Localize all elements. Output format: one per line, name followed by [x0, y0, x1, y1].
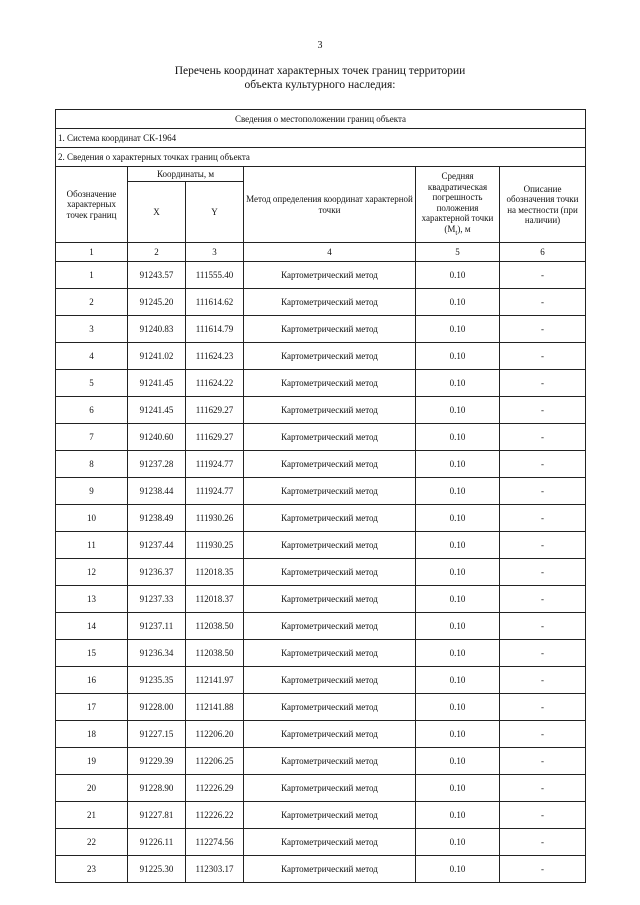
description-cell: - [500, 532, 586, 559]
error-cell: 0.10 [416, 451, 500, 478]
method-cell: Картометрический метод [244, 424, 416, 451]
y-coordinate-cell: 111930.25 [186, 532, 244, 559]
x-coordinate-cell: 91245.20 [128, 289, 186, 316]
x-coordinate-cell: 91241.45 [128, 397, 186, 424]
method-cell: Картометрический метод [244, 478, 416, 505]
point-number-cell: 10 [56, 505, 128, 532]
table-row [56, 613, 586, 640]
col-header-error: Средняя квадратическая погрешность положения характерной точки $(M_t)$, м [416, 167, 500, 243]
x-coordinate-cell: 91238.44 [128, 478, 186, 505]
point-number-cell: 12 [56, 559, 128, 586]
point-number-cell: 1 [56, 262, 128, 289]
col-header-point: Обозначение характерных точек границ [56, 167, 128, 243]
x-coordinate-cell: 91241.45 [128, 370, 186, 397]
x-coordinate-cell: 91235.35 [128, 667, 186, 694]
point-number-cell: 2 [56, 289, 128, 316]
y-coordinate-cell: 112303.17 [186, 856, 244, 883]
point-number-cell: 16 [56, 667, 128, 694]
x-coordinate-cell: 91240.60 [128, 424, 186, 451]
method-cell: Картометрический метод [244, 667, 416, 694]
x-coordinate-cell: 91237.33 [128, 586, 186, 613]
error-cell: 0.10 [416, 370, 500, 397]
x-coordinate-cell: 91229.39 [128, 748, 186, 775]
x-coordinate-cell: 91241.02 [128, 343, 186, 370]
y-coordinate-cell: 111614.79 [186, 316, 244, 343]
error-cell: 0.10 [416, 586, 500, 613]
col-number: 1 [56, 243, 128, 262]
x-coordinate-cell: 91237.28 [128, 451, 186, 478]
table-row [56, 262, 586, 289]
description-cell: - [500, 289, 586, 316]
point-number-cell: 19 [56, 748, 128, 775]
y-coordinate-cell: 112141.97 [186, 667, 244, 694]
error-cell: 0.10 [416, 397, 500, 424]
col-header-method: Метод определения координат характерной точки [244, 167, 416, 243]
table-row [56, 667, 586, 694]
error-cell: 0.10 [416, 667, 500, 694]
description-cell: - [500, 829, 586, 856]
y-coordinate-cell: 111614.62 [186, 289, 244, 316]
point-number-cell: 22 [56, 829, 128, 856]
x-coordinate-cell: 91243.57 [128, 262, 186, 289]
description-cell: - [500, 667, 586, 694]
point-number-cell: 7 [56, 424, 128, 451]
error-cell: 0.10 [416, 343, 500, 370]
x-coordinate-cell: 91228.90 [128, 775, 186, 802]
description-cell: - [500, 694, 586, 721]
x-coordinate-cell: 91237.44 [128, 532, 186, 559]
method-cell: Картометрический метод [244, 343, 416, 370]
x-coordinate-cell: 91225.30 [128, 856, 186, 883]
table-row [56, 289, 586, 316]
table-row [56, 640, 586, 667]
error-cell: 0.10 [416, 505, 500, 532]
description-cell: - [500, 451, 586, 478]
y-coordinate-cell: 111555.40 [186, 262, 244, 289]
table-row [56, 802, 586, 829]
method-cell: Картометрический метод [244, 505, 416, 532]
point-number-cell: 23 [56, 856, 128, 883]
method-cell: Картометрический метод [244, 316, 416, 343]
y-coordinate-cell: 112226.29 [186, 775, 244, 802]
method-cell: Картометрический метод [244, 721, 416, 748]
description-cell: - [500, 397, 586, 424]
point-number-cell: 4 [56, 343, 128, 370]
method-cell: Картометрический метод [244, 532, 416, 559]
point-number-cell: 18 [56, 721, 128, 748]
table-row [56, 424, 586, 451]
description-cell: - [500, 802, 586, 829]
table-row [56, 532, 586, 559]
table-row [56, 451, 586, 478]
y-coordinate-cell: 112206.25 [186, 748, 244, 775]
y-coordinate-cell: 112038.50 [186, 613, 244, 640]
table-row [56, 505, 586, 532]
error-cell: 0.10 [416, 640, 500, 667]
table-row [56, 694, 586, 721]
description-cell: - [500, 640, 586, 667]
description-cell: - [500, 721, 586, 748]
table-row [56, 748, 586, 775]
method-cell: Картометрический метод [244, 748, 416, 775]
table-row [56, 559, 586, 586]
method-cell: Картометрический метод [244, 829, 416, 856]
table-row [56, 343, 586, 370]
method-cell: Картометрический метод [244, 775, 416, 802]
error-cell: 0.10 [416, 316, 500, 343]
col-number: 2 [128, 243, 186, 262]
y-coordinate-cell: 111624.22 [186, 370, 244, 397]
error-cell: 0.10 [416, 424, 500, 451]
table-row [56, 478, 586, 505]
y-coordinate-cell: 112038.50 [186, 640, 244, 667]
x-coordinate-cell: 91228.00 [128, 694, 186, 721]
description-cell: - [500, 316, 586, 343]
method-cell: Картометрический метод [244, 262, 416, 289]
point-number-cell: 5 [56, 370, 128, 397]
point-number-cell: 11 [56, 532, 128, 559]
error-cell: 0.10 [416, 829, 500, 856]
x-coordinate-cell: 91240.83 [128, 316, 186, 343]
error-cell: 0.10 [416, 856, 500, 883]
description-cell: - [500, 775, 586, 802]
section-header: Сведения о местоположении границ объекта [56, 110, 586, 129]
y-coordinate-cell: 112274.56 [186, 829, 244, 856]
error-cell: 0.10 [416, 262, 500, 289]
method-cell: Картометрический метод [244, 451, 416, 478]
col-header-coords: Координаты, м [128, 167, 244, 182]
title-line-2: объекта культурного наследия: [244, 79, 396, 91]
point-number-cell: 13 [56, 586, 128, 613]
points-header-row: 2. Сведения о характерных точках границ объекта [56, 148, 586, 167]
error-cell: 0.10 [416, 478, 500, 505]
method-cell: Картометрический метод [244, 559, 416, 586]
col-number: 6 [500, 243, 586, 262]
method-cell: Картометрический метод [244, 802, 416, 829]
description-cell: - [500, 478, 586, 505]
y-coordinate-cell: 112141.88 [186, 694, 244, 721]
point-number-cell: 17 [56, 694, 128, 721]
description-cell: - [500, 856, 586, 883]
table-row [56, 586, 586, 613]
point-number-cell: 21 [56, 802, 128, 829]
y-coordinate-cell: 112018.37 [186, 586, 244, 613]
col-header-description: Описание обозначения точки на местности (при наличии) [500, 167, 586, 243]
point-number-cell: 3 [56, 316, 128, 343]
point-number-cell: 9 [56, 478, 128, 505]
method-cell: Картометрический метод [244, 640, 416, 667]
y-coordinate-cell: 111629.27 [186, 424, 244, 451]
description-cell: - [500, 424, 586, 451]
col-number: 4 [244, 243, 416, 262]
x-coordinate-cell: 91227.81 [128, 802, 186, 829]
error-cell: 0.10 [416, 559, 500, 586]
y-coordinate-cell: 111924.77 [186, 451, 244, 478]
x-coordinate-cell: 91236.37 [128, 559, 186, 586]
point-number-cell: 6 [56, 397, 128, 424]
x-coordinate-cell: 91238.49 [128, 505, 186, 532]
x-coordinate-cell: 91227.15 [128, 721, 186, 748]
x-coordinate-cell: 91226.11 [128, 829, 186, 856]
description-cell: - [500, 262, 586, 289]
method-cell: Картометрический метод [244, 613, 416, 640]
y-coordinate-cell: 111930.26 [186, 505, 244, 532]
point-number-cell: 15 [56, 640, 128, 667]
method-cell: Картометрический метод [244, 370, 416, 397]
x-coordinate-cell: 91237.11 [128, 613, 186, 640]
method-cell: Картометрический метод [244, 586, 416, 613]
table-row [56, 856, 586, 883]
error-cell: 0.10 [416, 775, 500, 802]
y-coordinate-cell: 111924.77 [186, 478, 244, 505]
table-row [56, 775, 586, 802]
error-cell: 0.10 [416, 721, 500, 748]
coord-system-row: 1. Система координат СК-1964 [56, 129, 586, 148]
y-coordinate-cell: 112018.35 [186, 559, 244, 586]
error-cell: 0.10 [416, 532, 500, 559]
point-number-cell: 8 [56, 451, 128, 478]
error-cell: 0.10 [416, 694, 500, 721]
y-coordinate-cell: 112226.22 [186, 802, 244, 829]
description-cell: - [500, 748, 586, 775]
table-row [56, 829, 586, 856]
table-row [56, 370, 586, 397]
document-title [0, 64, 640, 92]
error-cell: 0.10 [416, 613, 500, 640]
error-cell: 0.10 [416, 802, 500, 829]
coordinates-table [55, 109, 586, 883]
description-cell: - [500, 559, 586, 586]
table-row [56, 316, 586, 343]
error-cell: 0.10 [416, 748, 500, 775]
y-coordinate-cell: 111624.23 [186, 343, 244, 370]
col-number: 5 [416, 243, 500, 262]
description-cell: - [500, 343, 586, 370]
y-coordinate-cell: 111629.27 [186, 397, 244, 424]
page-number: 3 [317, 40, 323, 51]
method-cell: Картометрический метод [244, 397, 416, 424]
description-cell: - [500, 613, 586, 640]
point-number-cell: 20 [56, 775, 128, 802]
method-cell: Картометрический метод [244, 856, 416, 883]
description-cell: - [500, 370, 586, 397]
description-cell: - [500, 586, 586, 613]
col-header-x: X [128, 182, 186, 243]
table-row [56, 721, 586, 748]
method-cell: Картометрический метод [244, 289, 416, 316]
error-cell: 0.10 [416, 289, 500, 316]
description-cell: - [500, 505, 586, 532]
col-header-y: Y [186, 182, 244, 243]
point-number-cell: 14 [56, 613, 128, 640]
title-line-1: Перечень координат характерных точек границ территории [174, 65, 466, 77]
method-cell: Картометрический метод [244, 694, 416, 721]
y-coordinate-cell: 112206.20 [186, 721, 244, 748]
col-number: 3 [186, 243, 244, 262]
x-coordinate-cell: 91236.34 [128, 640, 186, 667]
table-row [56, 397, 586, 424]
